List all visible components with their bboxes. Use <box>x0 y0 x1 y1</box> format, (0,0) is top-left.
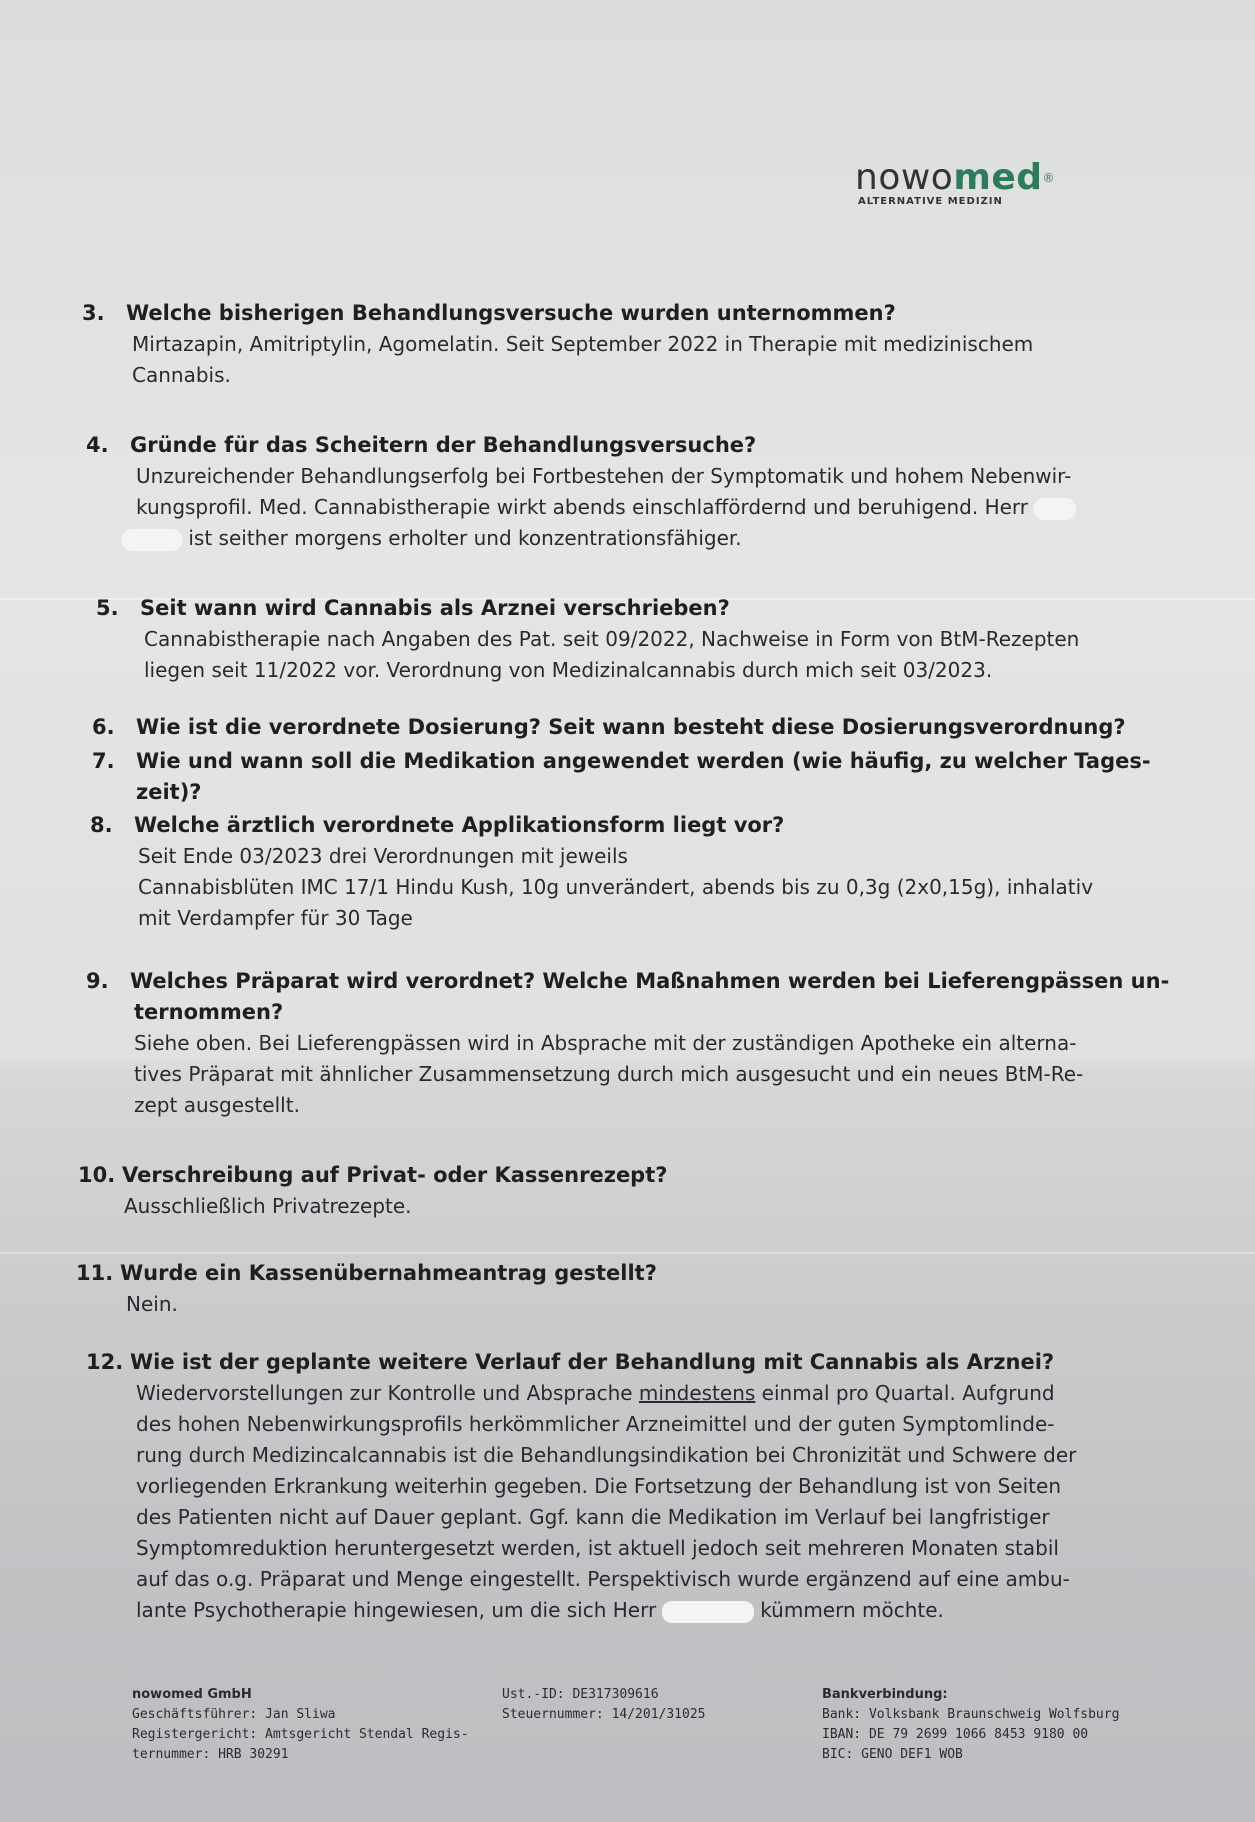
footer-bank: Bankverbindung: Bank: Volksbank Braunschweig Wolfsburg IBAN: DE 79 2699 1066 8453 9180 00 BIC: GENO DEF1 WOB <box>822 1687 1120 1762</box>
question-9: 9. Welches Präparat wird verordnet? Welche Maßnahmen werden bei Lieferengpässen un- ternommen? Siehe oben. Bei Lieferengpässen wird in Absprache mit der zuständigen Apotheke ein alterna- tives Präparat mit ähnlicher Zusammensetzung durch mich ausgesucht und ein neues BtM-Re- zept ausgestellt. <box>86 969 1170 1117</box>
redacted-name <box>122 529 182 551</box>
question-5: 5. Seit wann wird Cannabis als Arznei verschrieben? Cannabistherapie nach Angaben des Pat. seit 09/2022, Nachweise in Form von BtM-Rezepten liegen seit 11/2022 vor. Verordnung von Medizinalcannabis durch mich seit 03/2023. <box>96 596 1080 682</box>
paper-fold <box>0 1252 1255 1254</box>
question-4: 4. Gründe für das Scheitern der Behandlungsversuche? Unzureichender Behandlungserfolg bei Fortbestehen der Symptomatik und hohem Nebenwir- kungsprofil. Med. Cannabistherapie wirkt abends einschlaffördernd und beruhigend. Herr ist seither morgens erholter und konzentrationsfähiger. <box>86 430 1206 554</box>
footer-company: nowomed GmbH Geschäftsführer: Jan Sliwa Registergericht: Amtsgericht Stendal Regis- ternummer: HRB 30291 <box>132 1687 469 1762</box>
question-11: 11. Wurde ein Kassenübernahmeantrag gestellt? Nein. <box>76 1261 657 1316</box>
question-8: 8. Welche ärztlich verordnete Applikationsform liegt vor? Seit Ende 03/2023 drei Verordnungen mit jeweils Cannabisblüten IMC 17/1 Hindu Kush, 10g unverändert, abends bis zu 0,3g (2x0,15g), inhalativ mit Verdampfer für 30 Tage <box>90 813 1094 930</box>
redacted-name <box>662 1601 754 1623</box>
emphasis-underline: mindestens <box>638 1381 756 1405</box>
question-7: 7. Wie und wann soll die Medikation angewendet werden (wie häufig, zu welcher Tages- zeit)? <box>92 749 1151 804</box>
footer-tax: Ust.-ID: DE317309616 Steuernummer: 14/201/31025 <box>502 1687 706 1722</box>
redacted-name <box>1034 498 1076 520</box>
nowomed-logo: nowomed® ALTERNATIVE MEDIZIN <box>855 158 1075 207</box>
question-3: 3. Welche bisherigen Behandlungsversuche wurden unternommen? Mirtazapin, Amitriptylin, Agomelatin. Seit September 2022 in Therapie mit medizinischem Cannabis. <box>82 301 1034 387</box>
question-12: 12. Wie ist der geplante weitere Verlauf der Behandlung mit Cannabis als Arznei? Wiedervorstellungen zur Kontrolle und Absprache mindestens einmal pro Quartal. Aufgrund des hohen Nebenwirkungsprofils herkömmlicher Arzneimittel und der guten Symptomlinde- rung durch Medizincalcannabis ist die Behandlungsindikation bei Chronizität und Schwere der vorliegenden Erkrankung weiterhin gegeben. Die Fortsetzung der Behandlung ist von Seiten des Patienten nicht auf Dauer geplant. Ggf. kann die Medikation im Verlauf bei langfristiger Symptomreduktion heruntergesetzt werden, ist aktuell jedoch seit mehreren Monaten stabil auf das o.g. Präparat und Menge eingestellt. Perspektivisch wurde ergänzend auf eine ambu- lante Psychotherapie hingewiesen, um die sich Herr kümmern möchte. <box>86 1350 1077 1622</box>
question-6: 6. Wie ist die verordnete Dosierung? Seit wann besteht diese Dosierungsverordnung? <box>92 715 1126 739</box>
logo-tagline: ALTERNATIVE MEDIZIN <box>858 196 1003 207</box>
question-10: 10. Verschreibung auf Privat- oder Kassenrezept? Ausschließlich Privatrezepte. <box>78 1163 668 1218</box>
